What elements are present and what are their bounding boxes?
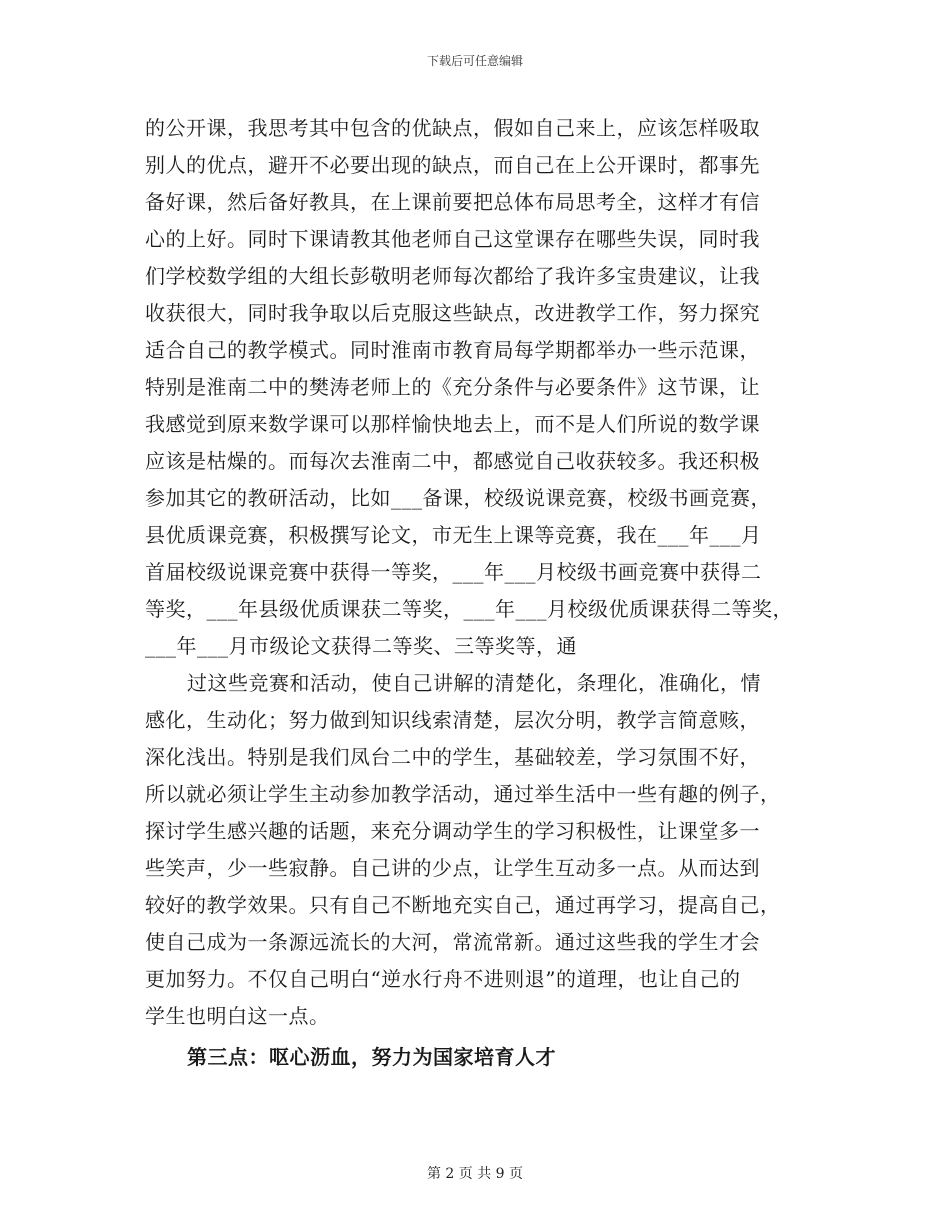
text-line: 感化，生动化；努力做到知识线索清楚，层次分明，教学言简意赅， [145, 708, 760, 732]
text-line: 更加努力。不仅自己明白“逆水行舟不进则退”的道理，也让自己的 [145, 967, 741, 991]
text-line: 我感觉到原来数学课可以那样愉快地去上，而不是人们所说的数学课 [145, 412, 760, 436]
text-line: 县优质课竞赛，积极撰写论文，市无生上课等竞赛，我在___年___月 [145, 523, 762, 547]
text-line: 使自己成为一条源远流长的大河，常流常新。通过这些我的学生才会 [145, 930, 760, 954]
text-line: 心的上好。同时下课请教其他老师自己这堂课存在哪些失误，同时我 [145, 227, 760, 251]
text-line: 适合自己的教学模式。同时淮南市教育局每学期都举办一些示范课， [145, 338, 760, 362]
text-line: 等奖，___年县级优质课获二等奖，___年___月校级优质课获得二等奖， [145, 597, 793, 621]
text-line: 应该是枯燥的。而每次去淮南二中，都感觉自己收获较多。我还积极 [145, 449, 760, 473]
text-line: 特别是淮南二中的樊涛老师上的《充分条件与必要条件》这节课，让 [145, 375, 760, 399]
document-body [145, 110, 825, 1077]
text-line: 收获很大，同时我争取以后克服这些缺点，改进教学工作，努力探究 [145, 301, 760, 325]
text-line: 们学校数学组的大组长彭敬明老师每次都给了我许多宝贵建议，让我 [145, 264, 760, 288]
text-line: 过这些竞赛和活动，使自己讲解的清楚化，条理化，准确化，情 [187, 671, 761, 695]
page-header: 下载后可任意编辑 [426, 54, 523, 68]
page-number: 第 2 页 共 9 页 [426, 1166, 524, 1182]
text-line: 学生也明白这一点。 [145, 1004, 330, 1028]
text-line: 参加其它的教研活动，比如___备课，校级说课竞赛，校级书画竞赛， [145, 486, 771, 510]
text-line: 首届校级说课竞赛中获得一等奖，___年___月校级书画竞赛中获得二 [145, 560, 762, 584]
text-line: 些笑声，少一些寂静。自己讲的少点，让学生互动多一点。从而达到 [145, 856, 760, 880]
text-line: 较好的教学效果。只有自己不断地充实自己，通过再学习，提高自己， [145, 893, 781, 917]
text-line: ___年___月市级论文获得二等奖、三等奖等，通 [145, 634, 577, 658]
paragraph [145, 110, 825, 665]
text-line: 探讨学生感兴趣的话题，来充分调动学生的学习积极性，让课堂多一 [145, 819, 760, 843]
text-line: 的公开课，我思考其中包含的优缺点，假如自己来上，应该怎样吸取 [145, 116, 760, 140]
paragraph [145, 665, 825, 1035]
text-line: 备好课，然后备好教具，在上课前要把总体布局思考全，这样才有信 [145, 190, 760, 214]
text-line: 所以就必须让学生主动参加教学活动，通过举生活中一些有趣的例子， [145, 782, 781, 806]
text-line: 别人的优点，避开不必要出现的缺点，而自己在上公开课时，都事先 [145, 153, 760, 177]
text-line: 深化浅出。特别是我们凤台二中的学生，基础较差，学习氛围不好， [145, 745, 760, 769]
section-heading: 第三点：呕心沥血，努力为国家培育人才 [187, 1045, 556, 1069]
